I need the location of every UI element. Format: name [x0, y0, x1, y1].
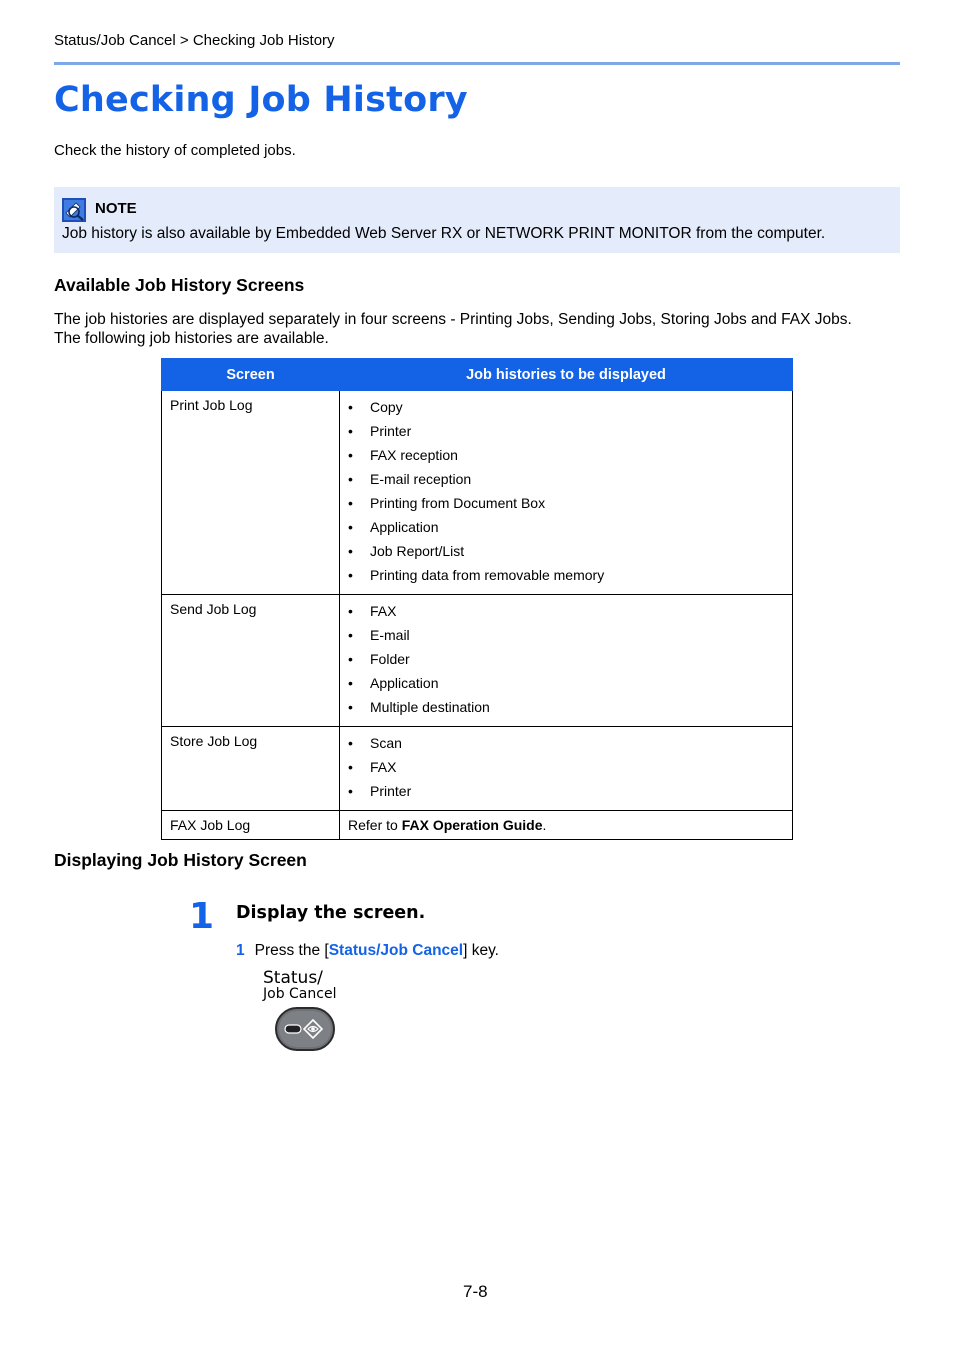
table-header-row	[162, 359, 793, 391]
key-label-line-1: Status/	[263, 968, 323, 988]
status-job-cancel-key-icon	[274, 1006, 336, 1052]
column-header-histories: Job histories to be displayed	[340, 359, 793, 391]
list-item: • Printer	[340, 779, 792, 803]
list-item: • Printing from Document Box	[340, 491, 792, 515]
table-row	[162, 811, 793, 840]
screen-name: FAX Job Log	[162, 811, 340, 840]
list-item: • Job Report/List	[340, 539, 792, 563]
list-item: • Multiple destination	[340, 695, 792, 719]
job-history-table	[161, 358, 793, 840]
substep	[236, 942, 499, 960]
screen-name: Print Job Log	[162, 391, 340, 595]
list-item: • FAX	[340, 599, 792, 623]
note-box	[54, 187, 900, 253]
key-label-line-2: Job Cancel	[263, 986, 337, 1002]
substep-prefix: Press the [	[254, 942, 329, 959]
list-item: • Printing data from removable memory	[340, 563, 792, 587]
reference-suffix: .	[542, 817, 547, 833]
paragraph-line-1: The job histories are displayed separately in four screens - Printing Jobs, Sending Jobs, Storing Jobs and FAX Jobs.	[54, 311, 852, 328]
list-item: • Scan	[340, 731, 792, 755]
substep-suffix: ] key.	[463, 942, 499, 959]
substep-number: 1	[236, 942, 245, 959]
history-list-cell	[340, 391, 793, 595]
history-list-cell	[340, 595, 793, 727]
list-item: • E-mail	[340, 623, 792, 647]
reference-prefix: Refer to	[348, 817, 402, 833]
table-row	[162, 391, 793, 595]
list-item: • E-mail reception	[340, 467, 792, 491]
screen-name: Store Job Log	[162, 727, 340, 811]
list-item: • Folder	[340, 647, 792, 671]
screen-name: Send Job Log	[162, 595, 340, 727]
paragraph-line-2: The following job histories are available.	[54, 330, 329, 347]
page-title: Checking Job History	[54, 80, 468, 120]
list-item: • Application	[340, 671, 792, 695]
note-icon	[62, 198, 86, 222]
table-row	[162, 595, 793, 727]
list-item: • FAX	[340, 755, 792, 779]
section-paragraph	[54, 310, 914, 348]
step-number: 1	[189, 896, 215, 937]
list-item: • Printer	[340, 419, 792, 443]
note-text: Job history is also available by Embedded Web Server RX or NETWORK PRINT MONITOR from the computer.	[62, 225, 826, 242]
section-heading-displaying: Displaying Job History Screen	[54, 850, 307, 870]
table-row	[162, 727, 793, 811]
list-item: • Application	[340, 515, 792, 539]
page-number: 7-8	[463, 1282, 488, 1301]
reference-cell	[340, 811, 793, 840]
breadcrumb: Status/Job Cancel > Checking Job History	[54, 32, 335, 49]
step-title: Display the screen.	[236, 903, 426, 923]
list-item: • Copy	[340, 395, 792, 419]
note-title: NOTE	[95, 200, 137, 217]
fax-operation-guide-link: FAX Operation Guide	[401, 817, 543, 833]
history-list-cell	[340, 727, 793, 811]
column-header-screen: Screen	[162, 359, 340, 391]
intro-text: Check the history of completed jobs.	[54, 142, 296, 159]
section-heading-available: Available Job History Screens	[54, 275, 305, 295]
status-job-cancel-key-ref: Status/Job Cancel	[328, 942, 464, 959]
header-rule	[54, 62, 900, 65]
list-item: • FAX reception	[340, 443, 792, 467]
